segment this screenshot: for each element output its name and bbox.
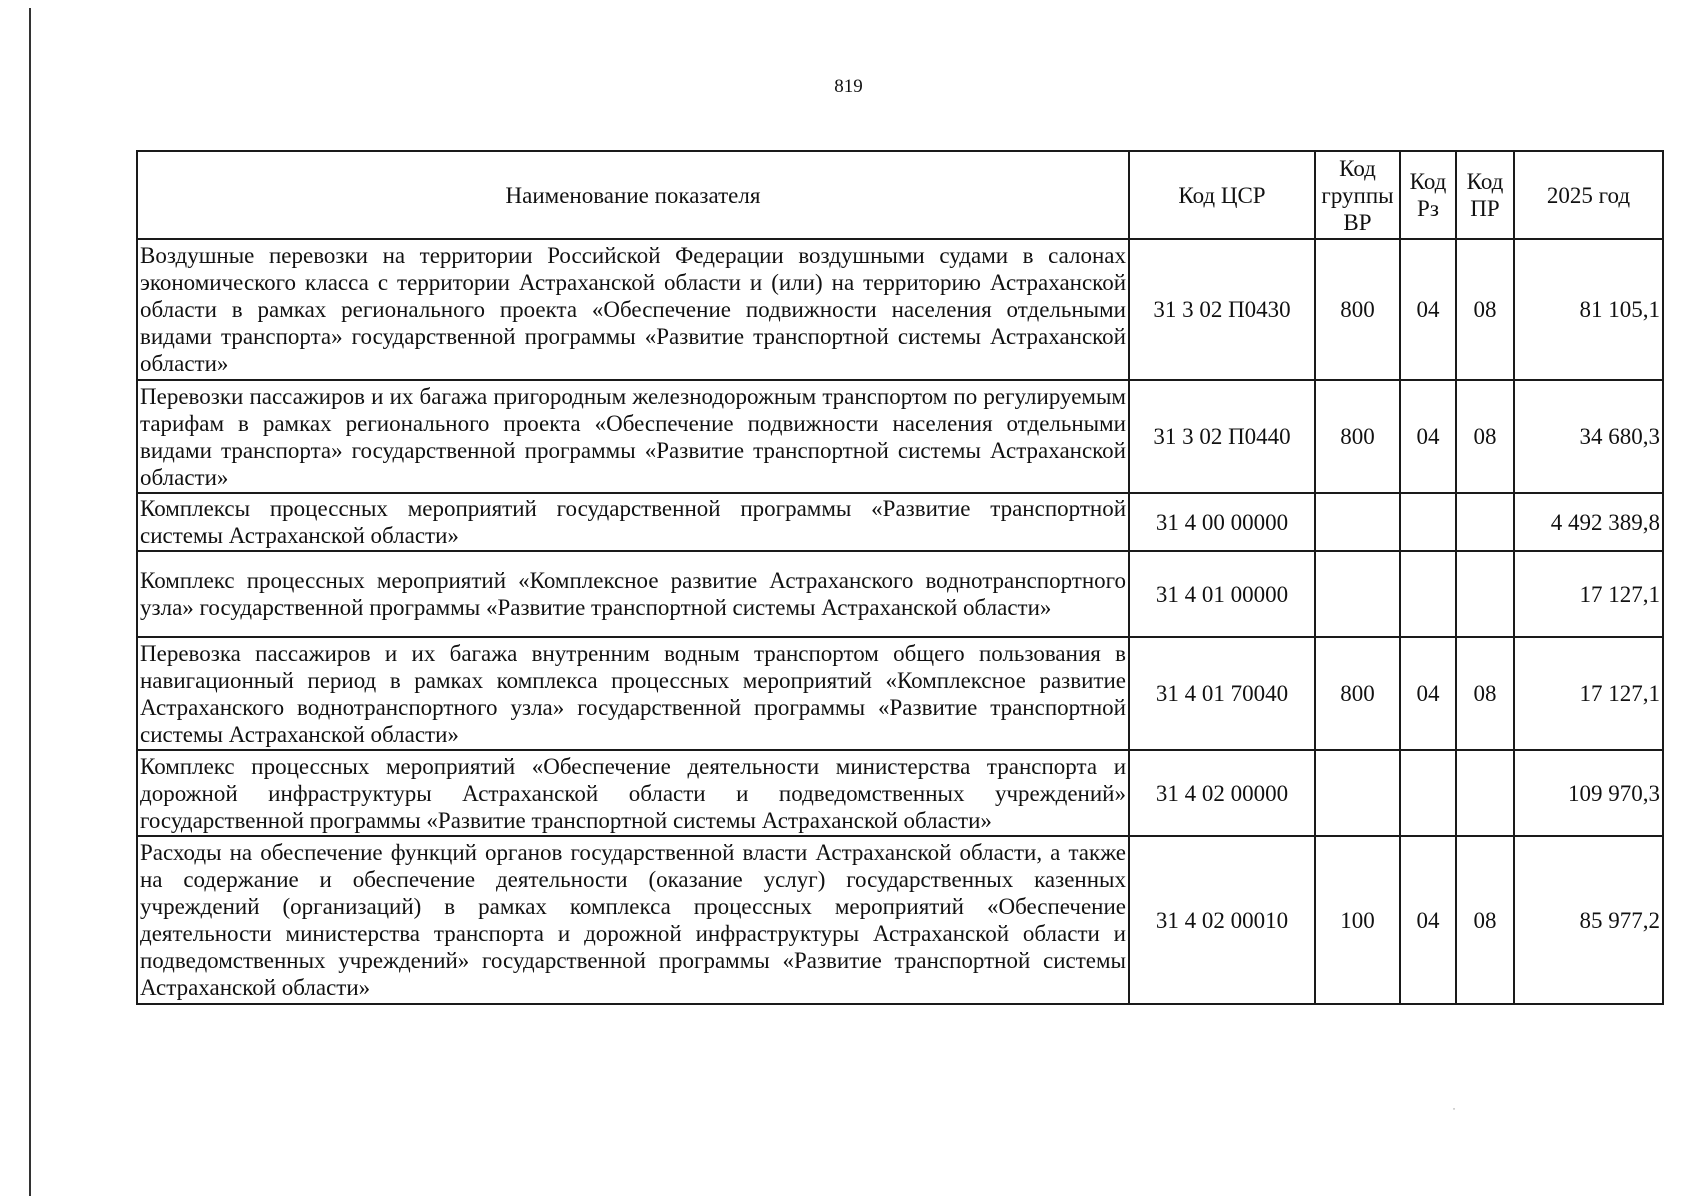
row-rz-code: 04 [1400,637,1456,750]
row-vr-code: 800 [1315,637,1400,750]
row-rz-code [1400,750,1456,836]
table-row [137,493,1663,551]
row-rz-code: 04 [1400,836,1456,1004]
row-csr-code: 31 4 00 00000 [1129,493,1315,551]
table-row [137,239,1663,380]
row-name: Воздушные перевозки на территории Российской Федерации воздушными судами в салонах экономического класса с территории Астраханской области и (или) на территорию Астраханской области в рамках регионального проекта «Обеспечение подвижности населения отдельными видами транспорта» государственной программы «Развитие транспортной системы Астраханской области» [137,239,1129,380]
row-csr-code: 31 4 02 00000 [1129,750,1315,836]
header-vr-group-code: Код группы ВР [1315,151,1400,239]
row-name: Комплекс процессных мероприятий «Обеспечение деятельности министерства транспорта и дорожной инфраструктуры Астраханской области и подведомственных учреждений» государственной программы «Развитие транспортной системы Астраханской области» [137,750,1129,836]
row-vr-code: 800 [1315,380,1400,493]
row-csr-code: 31 4 01 70040 [1129,637,1315,750]
row-name: Перевозки пассажиров и их багажа пригородным железнодорожным транспортом по регулируемым тарифам в рамках регионального проекта «Обеспечение подвижности населения отдельными видами транспорта» государственной программы «Развитие транспортной системы Астраханской области» [137,380,1129,493]
row-csr-code: 31 4 01 00000 [1129,551,1315,637]
row-vr-code [1315,750,1400,836]
row-pr-code: 08 [1456,380,1514,493]
table-row [137,637,1663,750]
table-row [137,750,1663,836]
row-name: Комплексы процессных мероприятий государственной программы «Развитие транспортной системы Астраханской области» [137,493,1129,551]
row-amount: 34 680,3 [1514,380,1663,493]
header-year-2025: 2025 год [1514,151,1663,239]
row-amount: 85 977,2 [1514,836,1663,1004]
table-row [137,551,1663,637]
row-name: Перевозка пассажиров и их багажа внутренним водным транспортом общего пользования в навигационный период в рамках комплекса процессных мероприятий «Комплексное развитие Астраханского воднотранспортного узла» государственной программы «Развитие транспортной системы Астраханской области» [137,637,1129,750]
row-name: Комплекс процессных мероприятий «Комплексное развитие Астраханского воднотранспортного узла» государственной программы «Развитие транспортной системы Астраханской области» [137,551,1129,637]
row-amount: 81 105,1 [1514,239,1663,380]
row-pr-code: 08 [1456,637,1514,750]
binding-margin-line [29,8,31,1196]
row-rz-code [1400,551,1456,637]
row-rz-code: 04 [1400,239,1456,380]
header-name: Наименование показателя [137,151,1129,239]
row-amount: 17 127,1 [1514,551,1663,637]
row-vr-code [1315,493,1400,551]
table-header [137,151,1663,239]
row-csr-code: 31 3 02 П0430 [1129,239,1315,380]
row-pr-code [1456,551,1514,637]
row-csr-code: 31 4 02 00010 [1129,836,1315,1004]
page-number: 819 [834,76,863,97]
header-row [137,151,1663,239]
row-pr-code: 08 [1456,239,1514,380]
row-amount: 109 970,3 [1514,750,1663,836]
header-csr-code: Код ЦСР [1129,151,1315,239]
header-pr-code: Код ПР [1456,151,1514,239]
row-name: Расходы на обеспечение функций органов государственной власти Астраханской области, а также на содержание и обеспечение деятельности (оказание услуг) государственных казенных учреждений (организаций) в рамках комплекса процессных мероприятий «Обеспечение деятельности министерства транспорта и дорожной инфраструктуры Астраханской области и подведомственных учреждений» государственной программы «Развитие транспортной системы Астраханской области» [137,836,1129,1004]
row-csr-code: 31 3 02 П0440 [1129,380,1315,493]
table-row [137,380,1663,493]
table-row [137,836,1663,1004]
scan-speck: ˙ [1452,1105,1456,1119]
row-pr-code [1456,750,1514,836]
row-vr-code: 800 [1315,239,1400,380]
row-rz-code: 04 [1400,380,1456,493]
row-amount: 17 127,1 [1514,637,1663,750]
budget-table [136,150,1664,1005]
row-rz-code [1400,493,1456,551]
row-pr-code [1456,493,1514,551]
row-vr-code [1315,551,1400,637]
row-amount: 4 492 389,8 [1514,493,1663,551]
header-rz-code: Код Рз [1400,151,1456,239]
row-vr-code: 100 [1315,836,1400,1004]
table-body [137,239,1663,1004]
row-pr-code: 08 [1456,836,1514,1004]
